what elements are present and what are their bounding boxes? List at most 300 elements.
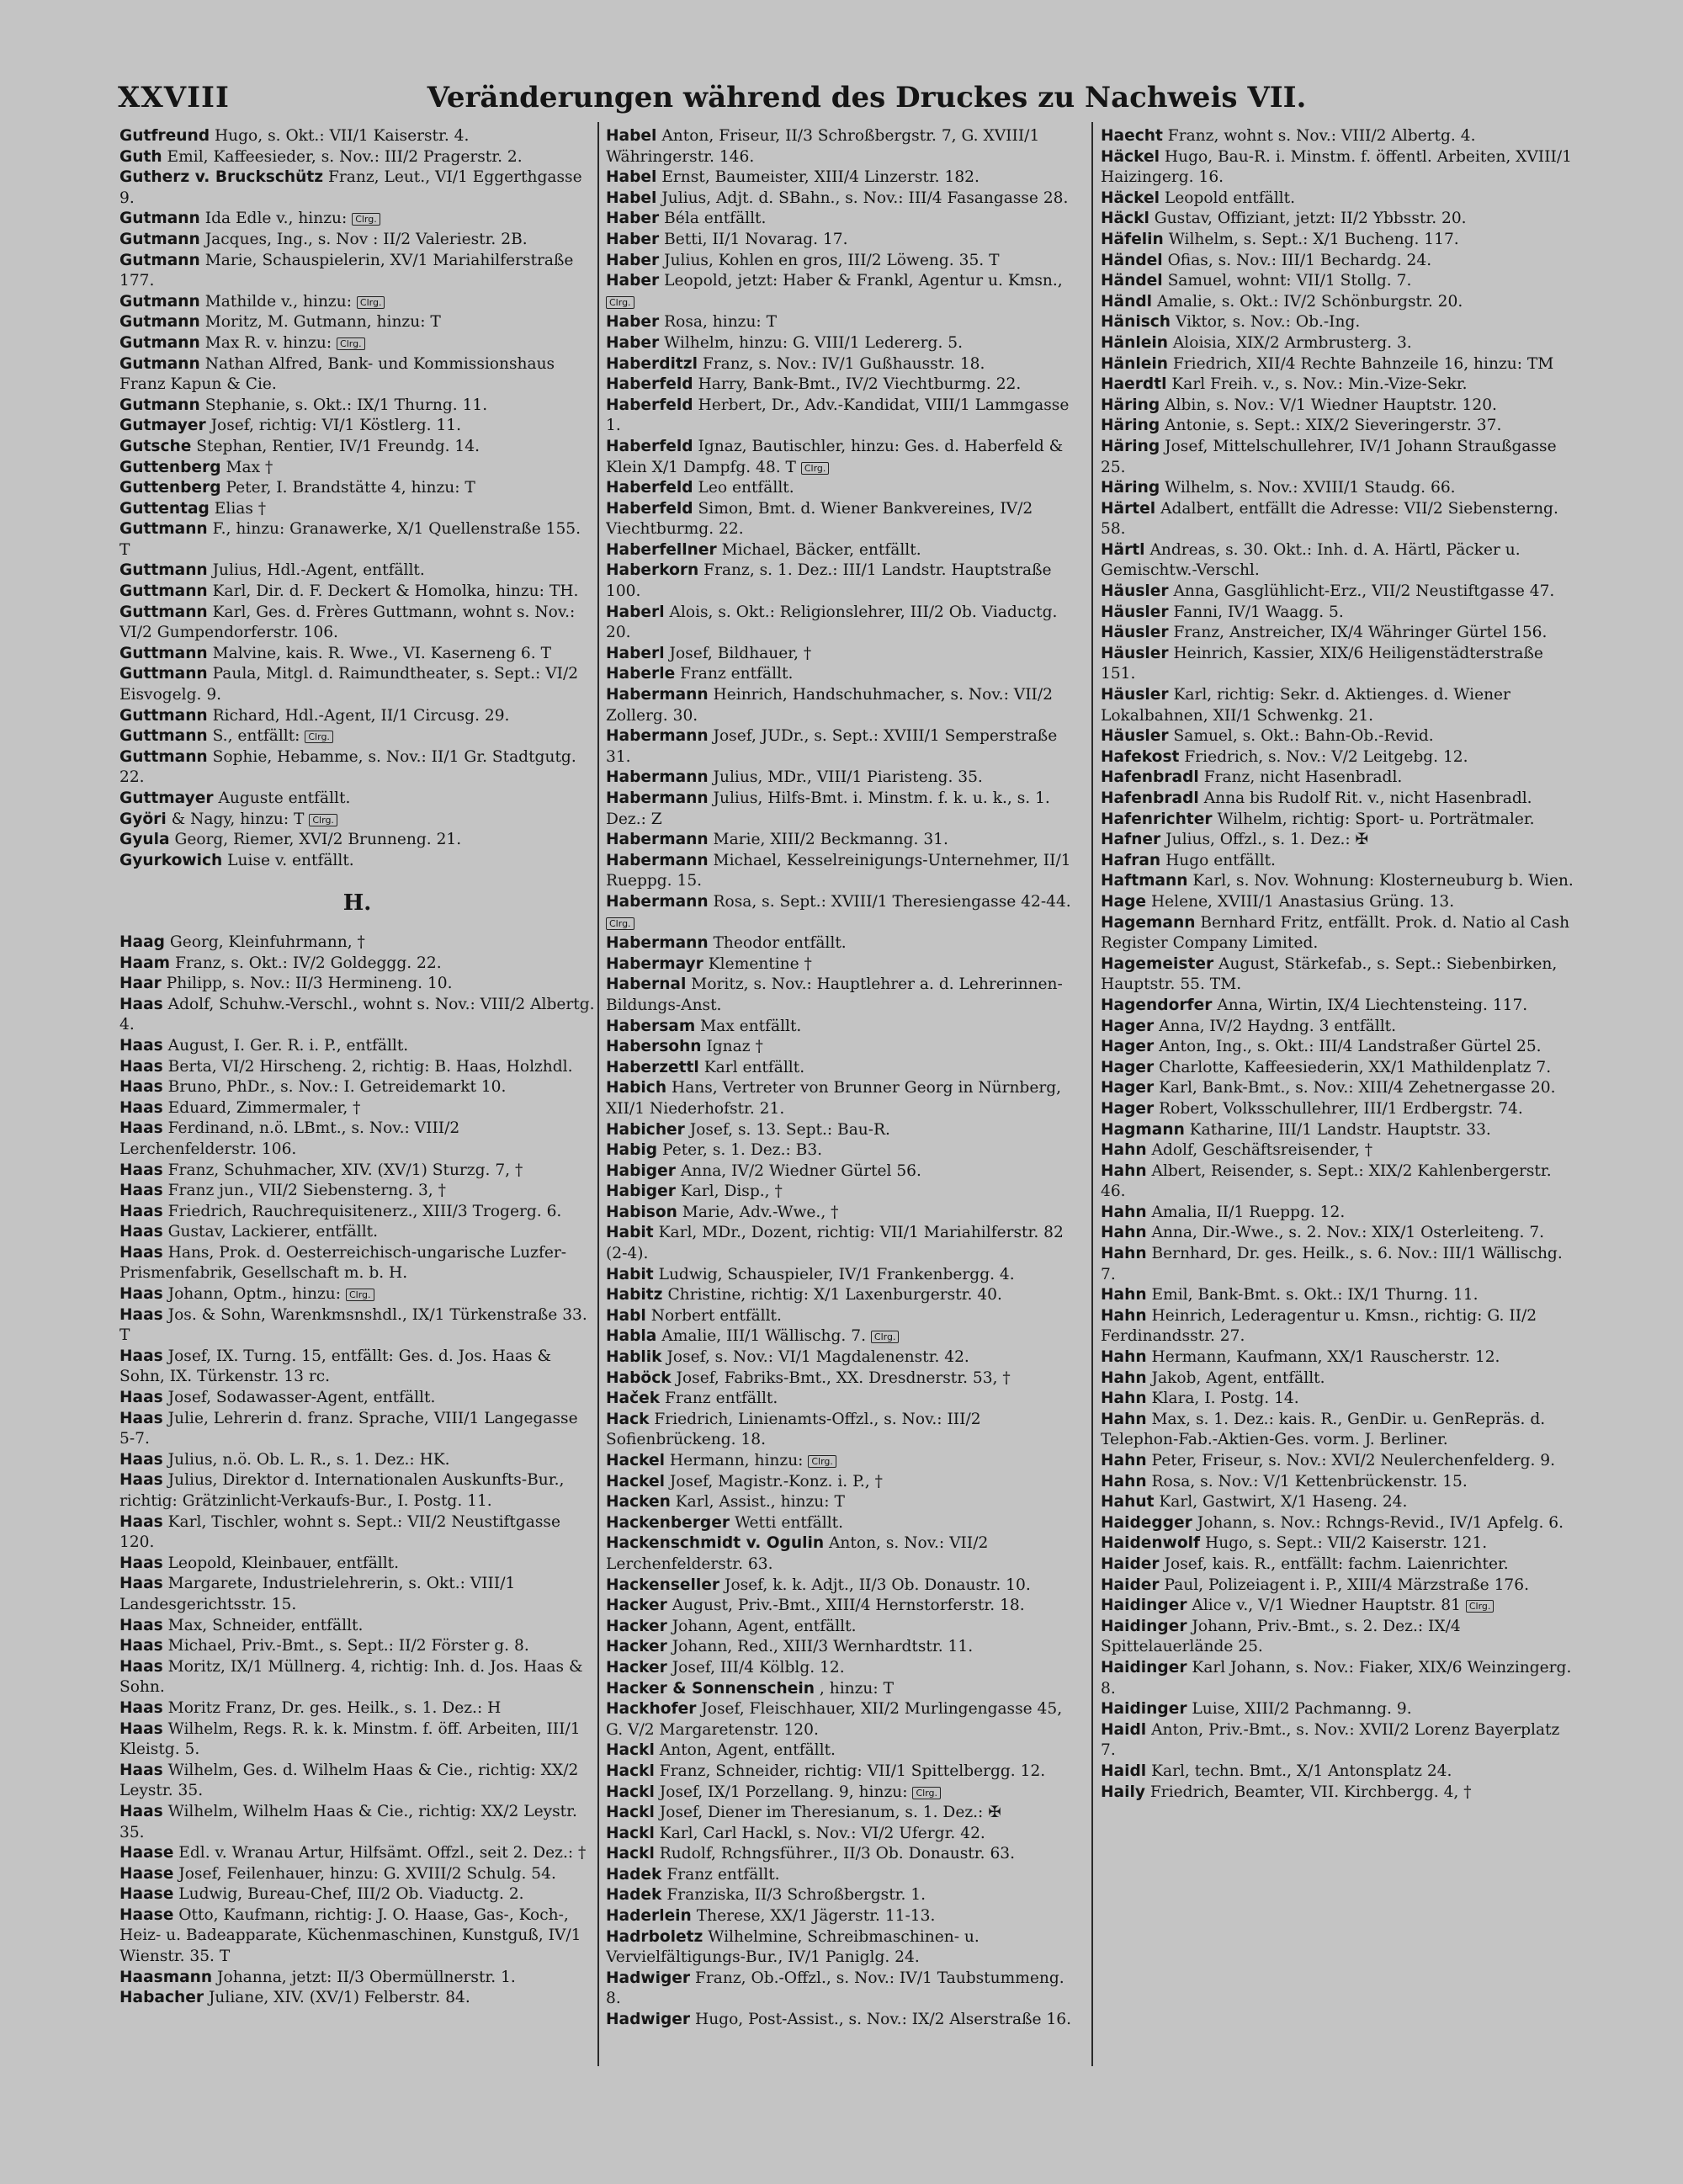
directory-entry (606, 768, 1081, 789)
entry-details: Franz, Schuhmacher, XIV. (XV/1) Sturzg. 7, † (167, 1161, 523, 1179)
entry-details: Karl, Gastwirt, X/1 Haseng. 24. (1159, 1493, 1408, 1512)
entry-surname: Häring (1101, 396, 1160, 414)
entry-surname: Habit (606, 1265, 654, 1283)
entry-surname: Haas (119, 1657, 163, 1676)
entry-surname: Hahn (1101, 1368, 1147, 1387)
entry-details: Julius, Hilfs-Bmt. i. Minstm. f. k. u. k., s. 1. Dez.: Z (606, 789, 1050, 828)
entry-details: Josef, richtig: VI/1 Köstlerg. 11. (210, 417, 462, 435)
entry-details: Margarete, Industrielehrerin, s. Okt.: VIII/1 Landesgerichtsstr. 15. (119, 1575, 516, 1613)
directory-entry (1101, 830, 1576, 851)
entry-details: Josef, kais. R., entfällt: fachm. Laienrichter. (1164, 1554, 1509, 1573)
entry-surname: Habersam (606, 1017, 696, 1035)
directory-entry (1101, 747, 1576, 768)
directory-entry (1101, 189, 1576, 210)
entry-details: Bruno, PhDr., s. Nov.: I. Getreidemarkt 10. (167, 1078, 507, 1097)
directory-entry (1101, 209, 1576, 230)
entry-details: Moritz, IX/1 Müllnerg. 4, richtig: Inh. d. Jos. Haas & Sohn. (119, 1657, 583, 1697)
directory-entry (119, 312, 595, 333)
entry-details: Adalbert, entfällt die Adresse: VII/2 Siebensterng. 58. (1101, 499, 1558, 539)
entry-details: Wilhelm, Wilhelm Haas & Cie., richtig: XX/2 Leystr. 35. (119, 1802, 577, 1841)
directory-entry (1101, 1203, 1576, 1224)
entry-details: Hugo, Post-Assist., s. Nov.: IX/2 Alserstraße 16. (694, 2011, 1072, 2029)
entry-surname: Guttmann (119, 603, 208, 621)
entry-surname: Habig (606, 1141, 658, 1160)
directory-entry (606, 126, 1081, 167)
entry-details: Anna, Gasglühlicht-Erz., VII/2 Neustiftgasse 47. (1173, 582, 1555, 601)
entry-surname: Haberfeld (606, 396, 693, 414)
directory-entry (119, 292, 595, 313)
entry-surname: Haidenwolf (1101, 1534, 1201, 1553)
directory-entry (606, 644, 1081, 665)
entry-surname: Haberfeld (606, 499, 693, 518)
entry-surname: Haase (119, 1864, 174, 1883)
entry-surname: Händel (1101, 272, 1163, 290)
directory-entry (119, 333, 595, 354)
directory-entry (606, 1451, 1081, 1472)
directory-entry (119, 954, 595, 975)
directory-entry (1101, 147, 1576, 189)
entry-details: Bernhard Fritz, entfällt. Prok. d. Natio al Cash Register Company Limited. (1101, 913, 1570, 953)
entry-surname: Häfelin (1101, 230, 1164, 248)
entry-details: Karl, Tischler, wohnt s. Sept.: VII/2 Neustiftgasse 120. (119, 1512, 560, 1552)
entry-details: Ignaz † (706, 1038, 763, 1056)
entry-surname: Häusler (1101, 686, 1169, 704)
directory-entry (606, 396, 1081, 437)
entry-surname: Guttenberg (119, 458, 221, 476)
directory-entry (119, 664, 595, 705)
entry-details: Wilhelm, s. Nov.: XVIII/1 Staudg. 66. (1165, 479, 1456, 497)
clearing-badge: Clrg. (357, 296, 385, 309)
entry-surname: Hackel (606, 1472, 665, 1491)
directory-entry (606, 167, 1081, 189)
entry-details: Luise v. entfällt. (227, 851, 354, 869)
directory-entry (1101, 478, 1576, 499)
entry-details: Edl. v. Wranau Artur, Hilfsämt. Offzl., seit 2. Dez.: † (178, 1844, 587, 1863)
column-2 (606, 126, 1081, 2087)
entry-surname: Hackl (606, 1762, 655, 1780)
directory-entry (119, 974, 595, 995)
directory-entry (606, 1182, 1081, 1203)
entry-details: Leopold entfällt. (1164, 189, 1296, 207)
entry-surname: Hahn (1101, 1390, 1147, 1408)
entry-details: Ferdinand, n.ö. LBmt., s. Nov.: VIII/2 Lerchenfelderstr. 106. (119, 1119, 460, 1158)
entry-surname: Hafner (1101, 831, 1161, 849)
entry-surname: Haber (606, 251, 660, 269)
directory-entry (606, 1368, 1081, 1390)
entry-surname: Haidl (1101, 1762, 1147, 1780)
directory-entry (606, 1533, 1081, 1575)
entry-details: Karl, s. Nov. Wohnung: Klosterneuburg b. Wien. (1192, 872, 1574, 890)
entry-surname: Haber (606, 230, 660, 248)
entry-details: Amalia, II/1 Rueppg. 12. (1151, 1203, 1346, 1221)
entry-details: Josef, IX. Turng. 15, entfällt: Ges. d. Jos. Haas & Sohn, IX. Türkenstr. 13 rc. (119, 1347, 552, 1386)
directory-entry (1101, 1037, 1576, 1058)
directory-entry (119, 209, 595, 230)
directory-entry (119, 396, 595, 417)
entry-surname: Hablik (606, 1348, 662, 1367)
entry-surname: Habit (606, 1224, 654, 1242)
page-number: XXVIII (118, 81, 230, 114)
directory-entry (119, 1450, 595, 1471)
directory-entry (1101, 1140, 1576, 1161)
entry-details: Franz entfällt. (680, 665, 794, 683)
directory-entry (606, 1078, 1081, 1119)
directory-entry (1101, 1058, 1576, 1079)
entry-surname: Haberl (606, 644, 665, 662)
entry-details: Albert, Reisender, s. Sept.: XIX/2 Kahlenbergerstr. 46. (1101, 1161, 1552, 1201)
entry-surname: Haidegger (1101, 1513, 1192, 1532)
directory-entry (119, 1161, 595, 1182)
directory-entry (1101, 1410, 1576, 1451)
directory-entry (606, 209, 1081, 230)
entry-details: Moritz Franz, Dr. ges. Heilk., s. 1. Dez.: H (167, 1698, 502, 1717)
directory-entry (606, 354, 1081, 375)
entry-surname: Habel (606, 189, 657, 207)
column-divider (1091, 122, 1093, 2066)
entry-details: Anton, Agent, entfällt. (659, 1741, 836, 1760)
directory-entry (606, 1492, 1081, 1513)
entry-surname: Haar (119, 975, 162, 993)
entry-surname: Haas (119, 1202, 163, 1220)
directory-entry (1101, 1285, 1576, 1306)
entry-details: Viktor, s. Nov.: Ob.-Ing. (1175, 313, 1361, 332)
entry-surname: Haberzettl (606, 1058, 699, 1076)
entry-surname: Hagemeister (1101, 954, 1214, 973)
entry-surname: Hackhofer (606, 1700, 697, 1719)
directory-entry (606, 1161, 1081, 1182)
entry-details: Josef, Feilenhauer, hinzu: G. XVIII/2 Schulg. 54. (178, 1864, 556, 1883)
directory-entry (606, 437, 1081, 478)
directory-entry (606, 1203, 1081, 1224)
clearing-badge: Clrg. (337, 337, 365, 350)
directory-entry (606, 892, 1081, 933)
entry-details: Malvine, kais. R. Wwe., VI. Kaserneng 6. T (212, 644, 551, 662)
entry-details: Wilhelm, Regs. R. k. k. Minstm. f. öff. Arbeiten, III/1 Kleistg. 5. (119, 1719, 581, 1759)
directory-entry (1101, 1617, 1576, 1658)
entry-surname: Häusler (1101, 603, 1169, 621)
entry-surname: Guttmann (119, 561, 208, 580)
clearing-badge: Clrg. (346, 1289, 374, 1301)
entry-surname: Haecht (1101, 127, 1163, 145)
directory-entry (1101, 1368, 1576, 1390)
entry-details: August, I. Ger. R. i. P., entfällt. (167, 1036, 409, 1055)
entry-details: August, Priv.-Bmt., XIII/4 Hernstorferstr. 18. (672, 1597, 1025, 1615)
entry-surname: Hafenbradl (1101, 768, 1199, 787)
directory-entry (1101, 789, 1576, 810)
entry-details: Simon, Bmt. d. Wiener Bankvereines, IV/2 Viechtburmg. 22. (606, 499, 1033, 539)
entry-details: Michael, Bäcker, entfällt. (721, 540, 921, 559)
entry-surname: Hahn (1101, 1410, 1147, 1428)
entry-surname: Haberfeld (606, 479, 693, 497)
entry-details: Leopold, Kleinbauer, entfällt. (167, 1554, 400, 1572)
entry-surname: Härtel (1101, 499, 1156, 518)
entry-surname: Habermann (606, 934, 709, 953)
entry-details: Antonie, s. Sept.: XIX/2 Sieveringerstr. 37. (1165, 417, 1502, 435)
entry-details: Rosa, s. Sept.: XVIII/1 Theresiengasse 42-44. (713, 892, 1071, 911)
entry-surname: Händel (1101, 251, 1163, 269)
directory-entry (606, 540, 1081, 561)
entry-surname: Guttmayer (119, 789, 214, 807)
page-title: Veränderungen während des Druckes zu Nachweis VII. (427, 81, 1307, 114)
entry-surname: Haase (119, 1905, 174, 1924)
directory-entry (119, 933, 595, 954)
directory-entry (606, 1576, 1081, 1597)
entry-details: Julius, Kohlen en gros, III/2 Löweng. 35. T (664, 251, 1000, 269)
entry-surname: Hacken (606, 1493, 671, 1512)
entry-surname: Habermann (606, 789, 709, 807)
directory-entry (1101, 913, 1576, 954)
entry-surname: Haas (119, 1761, 163, 1779)
entry-surname: Haas (119, 1119, 163, 1138)
entry-details: Klara, I. Postg. 14. (1151, 1390, 1299, 1408)
entry-surname: Häring (1101, 417, 1160, 435)
directory-entry (606, 1140, 1081, 1161)
entry-details: Johanna, jetzt: II/3 Obermüllnerstr. 1. (217, 1968, 516, 1986)
entry-details: Rosa, s. Nov.: V/1 Kettenbrückenstr. 15. (1151, 1472, 1468, 1491)
entry-details: Max, Schneider, entfällt. (167, 1616, 364, 1634)
directory-entry (1101, 540, 1576, 582)
entry-details: Karl, Disp., † (680, 1182, 783, 1201)
entry-surname: Haas (119, 1078, 163, 1097)
directory-entry (606, 1969, 1081, 2010)
entry-details: Peter, Friseur, s. Nov.: XVI/2 Neulerchenfelderg. 9. (1151, 1452, 1556, 1469)
entry-surname: Haas (119, 1389, 163, 1407)
entry-details: Franz entfällt. (666, 1865, 780, 1884)
entry-details: Wilhelm, Ges. d. Wilhelm Haas & Cie., richtig: XX/2 Leystr. 35. (119, 1761, 579, 1800)
entry-details: Robert, Volksschullehrer, III/1 Erdbergstr. 74. (1159, 1099, 1523, 1118)
entry-surname: Hadrboletz (606, 1927, 703, 1946)
entry-details: Josef, Magistr.-Konz. i. P., † (669, 1472, 883, 1491)
entry-details: Max † (226, 458, 273, 476)
entry-details: Sophie, Hebamme, s. Nov.: II/1 Gr. Stadtgutg. 22. (119, 747, 576, 787)
entry-surname: Haag (119, 933, 165, 951)
directory-entry (606, 1824, 1081, 1845)
entry-details: Anton, s. Nov.: VII/2 Lerchenfelderstr. 63. (606, 1534, 989, 1573)
directory-entry (606, 2010, 1081, 2031)
entry-surname: Hahn (1101, 1348, 1147, 1367)
entry-details: Ludwig, Bureau-Chef, III/2 Ob. Viaductg. 2. (178, 1885, 524, 1904)
entry-surname: Gyurkowich (119, 851, 223, 869)
directory-entry (119, 1036, 595, 1057)
entry-surname: Haidinger (1101, 1617, 1187, 1635)
directory-entry (606, 1803, 1081, 1824)
entry-details: Marie, XIII/2 Beckmanng. 31. (713, 831, 948, 849)
entry-surname: Habel (606, 127, 657, 145)
directory-entry (606, 1306, 1081, 1327)
directory-entry (119, 1843, 595, 1864)
entry-details: Theodor entfällt. (713, 934, 847, 953)
entry-details: Philipp, s. Nov.: II/3 Hermineng. 10. (166, 975, 453, 993)
entry-surname: Hadwiger (606, 2011, 691, 2029)
directory-entry (119, 1284, 595, 1305)
directory-entry (606, 830, 1081, 851)
entry-surname: Haberfellner (606, 540, 717, 559)
entry-surname: Hahut (1101, 1493, 1155, 1512)
entry-surname: Haase (119, 1844, 174, 1863)
entry-details: Ignaz, Bautischler, hinzu: Ges. d. Haberfeld & Klein X/1 Dampfg. 48. T (606, 437, 1064, 476)
entry-details: Karl, Carl Hackl, s. Nov.: VI/2 Ufergr. 42. (659, 1824, 985, 1842)
directory-entry (119, 519, 595, 561)
entry-surname: Häusler (1101, 582, 1169, 601)
entry-details: Wilhelm, hinzu: G. VIII/1 Ledererg. 5. (664, 333, 964, 352)
entry-surname: Haas (119, 1575, 163, 1593)
entry-surname: Haerdtl (1101, 375, 1167, 394)
entry-details: Ofias, s. Nov.: III/1 Bechardg. 24. (1167, 251, 1432, 269)
entry-details: Stephanie, s. Okt.: IX/1 Thurng. 11. (204, 396, 488, 414)
entry-details: Stephan, Rentier, IV/1 Freundg. 14. (196, 437, 480, 455)
entry-surname: Gutherz v. Bruckschütz (119, 168, 324, 187)
entry-details: Johann, s. Nov.: Rchngs-Revid., IV/1 Apfelg. 6. (1197, 1513, 1564, 1532)
entry-surname: Haas (119, 1616, 163, 1634)
entry-details: Karl, Dir. d. F. Deckert & Homolka, hinzu: TH. (212, 582, 579, 601)
entry-surname: Habitz (606, 1286, 663, 1305)
entry-details: Paula, Mitgl. d. Raimundtheater, s. Sept.: VI/2 Eisvogelg. 9. (119, 665, 579, 704)
directory-entry (606, 1617, 1081, 1638)
entry-details: Moritz, M. Gutmann, hinzu: T (204, 313, 441, 332)
entry-surname: Hager (1101, 1017, 1155, 1035)
directory-entry (606, 1740, 1081, 1762)
directory-entry (119, 1616, 595, 1637)
entry-details: Hans, Vertreter von Brunner Georg in Nürnberg, XII/1 Niederhofstr. 21. (606, 1079, 1062, 1118)
clearing-badge: Clrg. (352, 213, 380, 226)
entry-details: Emil, Bank-Bmt. s. Okt.: IX/1 Thurng. 11. (1151, 1286, 1479, 1305)
entry-surname: Habel (606, 168, 657, 187)
directory-entry (1101, 623, 1576, 644)
entry-details: Heinrich, Lederagentur u. Kmsn., richtig: G. II/2 Ferdinandsstr. 27. (1101, 1306, 1537, 1346)
entry-surname: Haidinger (1101, 1658, 1187, 1677)
entry-surname: Hadwiger (606, 1969, 691, 1987)
entry-surname: Haas (119, 1161, 163, 1179)
directory-entry (119, 1802, 595, 1843)
entry-details: Josef, III/4 Kölblg. 12. (672, 1658, 845, 1677)
entry-details: Friedrich, Beamter, VII. Kirchbergg. 4, † (1149, 1783, 1472, 1801)
entry-surname: Hagmann (1101, 1120, 1185, 1139)
entry-surname: Häring (1101, 479, 1160, 497)
entry-surname: Habiger (606, 1161, 676, 1180)
entry-details: Hugo, s. Okt.: VII/1 Kaiserstr. 4. (214, 127, 470, 145)
entry-details: Rudolf, Rchngsführer., II/3 Ob. Donaustr. 63. (659, 1845, 1016, 1863)
entry-surname: Habermann (606, 727, 709, 746)
entry-surname: Hahn (1101, 1245, 1147, 1263)
entry-surname: Haberkorn (606, 561, 699, 580)
entry-surname: Haber (606, 313, 660, 332)
entry-details: Eduard, Zimmermaler, † (167, 1098, 361, 1117)
entry-surname: Habich (606, 1079, 667, 1097)
entry-surname: Habernal (606, 975, 687, 994)
entry-surname: Hackl (606, 1824, 655, 1842)
directory-entry (1101, 1533, 1576, 1554)
entry-details: Friedrich, XII/4 Rechte Bahnzeile 16, hinzu: TM (1172, 354, 1554, 373)
entry-details: Johann, Agent, entfällt. (672, 1617, 857, 1635)
entry-details: Karl, MDr., Dozent, richtig: VII/1 Mariahilferstr. 82 (2-4). (606, 1224, 1064, 1263)
entry-details: Karl entfällt. (703, 1058, 805, 1076)
entry-surname: Haas (119, 1057, 163, 1076)
entry-surname: Hahn (1101, 1141, 1147, 1160)
entry-surname: Haase (119, 1885, 174, 1904)
directory-entry (119, 416, 595, 437)
entry-details: Marie, Schauspielerin, XV/1 Mariahilferstraße 177. (119, 251, 574, 290)
entry-details: Anton, Priv.-Bmt., s. Nov.: XVII/2 Lorenz Bayerplatz 7. (1101, 1720, 1560, 1760)
entry-details: Aloisia, XIX/2 Armbrusterg. 3. (1172, 333, 1412, 352)
entry-details: Josef, k. k. Adjt., II/3 Ob. Donaustr. 10. (724, 1576, 1031, 1594)
directory-entry (119, 706, 595, 727)
entry-details: Michael, Priv.-Bmt., s. Sept.: II/2 Förster g. 8. (167, 1637, 529, 1655)
entry-surname: Guttmann (119, 747, 208, 766)
directory-entry (606, 933, 1081, 954)
entry-surname: Haas (119, 1347, 163, 1365)
directory-entry (606, 664, 1081, 685)
entry-details: Franz jun., VII/2 Siebensterng. 3, † (167, 1182, 446, 1200)
directory-entry (1101, 292, 1576, 313)
directory-entry (606, 1927, 1081, 1969)
entry-details: Wilhelmine, Schreibmaschinen- u. Vervielfältigungs-Bur., IV/1 Paniglg. 24. (606, 1927, 980, 1967)
entry-surname: Habersohn (606, 1038, 702, 1056)
entry-details: Andreas, s. 30. Okt.: Inh. d. A. Härtl, Päcker u. Gemischtw.-Verschl. (1101, 540, 1521, 580)
entry-surname: Hackenseller (606, 1576, 720, 1594)
directory-entry (119, 1884, 595, 1905)
entry-details: Johann, Optm., hinzu: (167, 1285, 342, 1304)
directory-entry (1101, 333, 1576, 354)
section-letter: H. (342, 890, 372, 917)
entry-surname: Hage (1101, 892, 1147, 911)
directory-entry (119, 810, 595, 831)
entry-details: Karl Johann, s. Nov.: Fiaker, XIX/6 Weinzingerg. 8. (1101, 1658, 1572, 1698)
entry-surname: Hager (1101, 1099, 1155, 1118)
entry-surname: Habicher (606, 1120, 685, 1139)
directory-entry (119, 1761, 595, 1802)
entry-surname: Haidinger (1101, 1700, 1187, 1719)
directory-entry (119, 1554, 595, 1575)
entry-surname: Hagemann (1101, 913, 1196, 932)
entry-surname: Haider (1101, 1576, 1160, 1594)
entry-details: Franz entfällt. (665, 1390, 778, 1408)
entry-surname: Haftmann (1101, 872, 1188, 890)
directory-entry (119, 1968, 595, 1989)
directory-entry (606, 975, 1081, 1016)
entry-surname: Gutfreund (119, 127, 210, 145)
entry-surname: Hager (1101, 1058, 1155, 1076)
entry-details: Samuel, s. Okt.: Bahn-Ob.-Revid. (1173, 727, 1434, 746)
directory-entry (119, 789, 595, 810)
entry-details: , hinzu: T (819, 1679, 894, 1698)
entry-surname: Häckl (1101, 210, 1149, 228)
entry-surname: Hahn (1101, 1224, 1147, 1242)
entry-details: Juliane, XIV. (XV/1) Felberstr. 84. (208, 1989, 470, 2007)
entry-details: Julius, MDr., VIII/1 Piaristeng. 35. (713, 768, 983, 787)
entry-details: Wilhelm, richtig: Sport- u. Porträtmaler. (1217, 810, 1535, 828)
directory-entry (606, 312, 1081, 333)
entry-surname: Haas (119, 995, 163, 1013)
directory-entry (606, 1699, 1081, 1740)
entry-surname: Hacker & Sonnenschein (606, 1679, 815, 1698)
entry-surname: Gutmann (119, 354, 200, 373)
directory-entry (119, 1636, 595, 1657)
entry-surname: Guttentag (119, 499, 210, 518)
entry-details: Josef, Sodawasser-Agent, entfällt. (167, 1389, 436, 1407)
entry-surname: Habl (606, 1306, 646, 1325)
entry-surname: Gutmann (119, 210, 200, 228)
clearing-badge: Clrg. (305, 731, 333, 743)
directory-entry (606, 1472, 1081, 1493)
entry-surname: Hager (1101, 1038, 1155, 1056)
directory-entry (1101, 644, 1576, 685)
directory-entry (119, 1512, 595, 1554)
directory-entry (1101, 1017, 1576, 1038)
entry-details: Josef, Fabriks-Bmt., XX. Dresdnerstr. 53, † (676, 1368, 1011, 1387)
entry-surname: Haas (119, 1098, 163, 1117)
directory-entry (1101, 1472, 1576, 1493)
entry-details: Wilhelm, s. Sept.: X/1 Bucheng. 117. (1168, 230, 1459, 248)
